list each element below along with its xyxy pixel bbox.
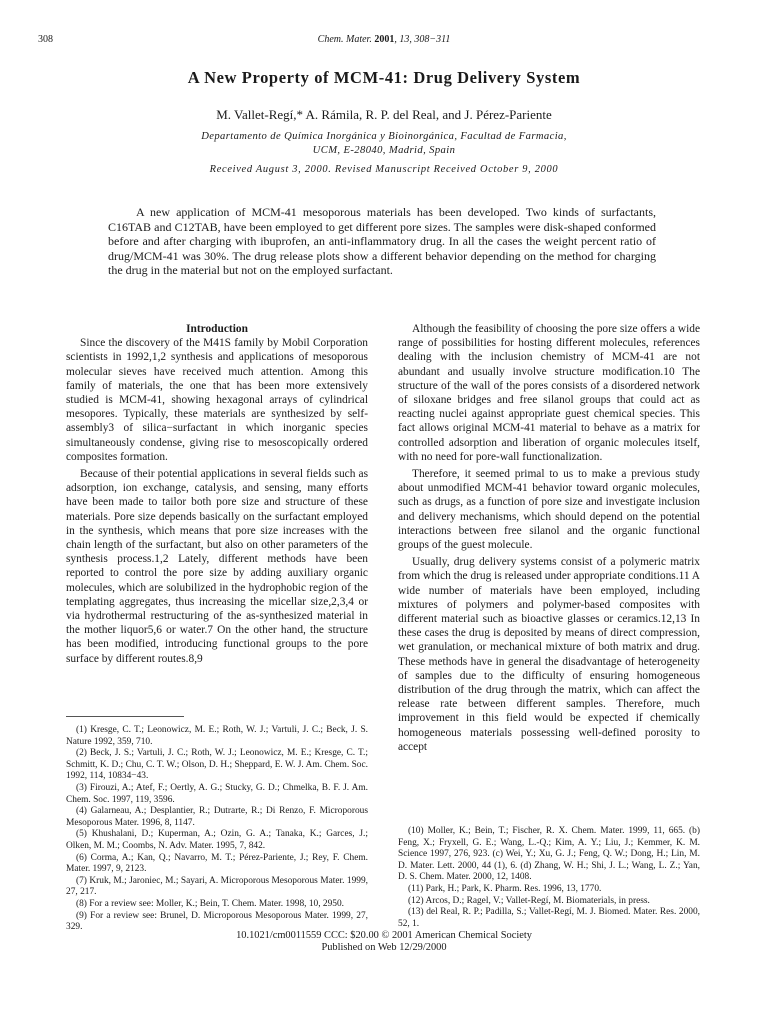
reference-item: (4) Galarneau, A.; Desplantier, R.; Dutrarte, R.; Di Renzo, F. Microporous Mesoporous Mater. 1996, 8, 1147.: [66, 806, 368, 828]
journal-year: 2001: [374, 34, 395, 45]
journal-name: Chem. Mater.: [317, 34, 375, 45]
received-dates: Received August 3, 2000. Revised Manuscript Received October 9, 2000: [209, 164, 559, 175]
reference-item: (3) Firouzi, A.; Atef, F.; Oertly, A. G.; Stucky, G. D.; Chmelka, B. F. J. Am. Chem. Soc. 1997, 119, 3596.: [66, 782, 368, 805]
reference-item: (8) For a review see: Moller, K.; Bein, T. Chem. Mater. 1998, 10, 2950.: [76, 898, 344, 909]
page-number: 308: [38, 34, 53, 45]
body-paragraph: Because of their potential applications in several fields such as adsorption, ion exchange, catalysis, and sensing, many efforts have been made to tailor both pore size and structure of these materials. Pore size depends basically on the surfactant employed in the synthesis, which means that pore size increases with the chain length of the surfactant, but also on other parameters of the synthesis process.1,2 Lately, different methods have been reported to control the pore size by adding auxiliary organic molecules, which are solubilized in the hydrophobic region of the templating aggregates, thus increasing the micellar size,2,3,4 or via hydrothermal restructuring of the as-synthesized material in the mother liquor5,6 or water.7 On the other hand, the structure has been modified, introducing functional groups to the pore surface by different routes.8,9: [66, 468, 368, 665]
introduction-heading: Introduction: [186, 323, 248, 335]
reference-item: (6) Corma, A.; Kan, Q.; Navarro, M. T.; Pérez-Pariente, J.; Rey, F. Chem. Mater. 1997, 9, 2123.: [66, 852, 368, 875]
body-column-left: [66, 322, 368, 666]
affiliation: [0, 130, 768, 158]
body-paragraph: Since the discovery of the M41S family by Mobil Corporation scientists in 1992,1,2 synthesis and applications of mesoporous molecular sieves have received much attention. Among this family of materials, the one that has been more extensively studied is MCM-41, showing hexagonal arrays of cylindrical mesopores. Typically, these materials are synthesized by self-assembly3 of silica−surfactant in which inorganic species simultaneously condense, giving rise to mesoscopically ordered composites formation.: [66, 337, 368, 463]
reference-list-left: [66, 725, 368, 934]
page-footer: [0, 930, 768, 954]
reference-item: (11) Park, H.; Park, K. Pharm. Res. 1996, 13, 1770.: [408, 883, 602, 894]
right-body-text: [398, 322, 700, 754]
references-left: [66, 716, 368, 934]
publication-date: Published on Web 12/29/2000: [321, 942, 447, 953]
reference-item: (12) Arcos, D.; Ragel, V.; Vallet-Regí, M. Biomaterials, in press.: [408, 895, 650, 906]
running-header: [38, 34, 730, 48]
body-paragraph: Although the feasibility of choosing the pore size offers a wide range of possibilities for hosting different molecules, references dealing with the inclusion chemistry of MCM-41 are not abundant and usually involve structure modification.10 The structure of the wall of the pores consists of a disordered network of siloxane bridges and free silanol groups that could act as reacting nuclei against appropriate guest chemical species. This fact allows original MCM-41 material to behave as a matrix for controlled adsorption and liberation of organic molecules itself, with no need for pore-wall functionalization.: [398, 323, 700, 463]
doi-copyright: 10.1021/cm0011559 CCC: $20.00 © 2001 American Chemical Society: [236, 930, 532, 941]
reference-item: (13) del Real, R. P.; Padilla, S.; Vallet-Regí, M. J. Biomed. Mater. Res. 2000, 52, 1.: [398, 907, 700, 929]
reference-item: (9) For a review see: Brunel, D. Microporous Mesoporous Mater. 1999, 27, 329.: [66, 910, 368, 933]
reference-item: (10) Moller, K.; Bein, T.; Fischer, R. X. Chem. Mater. 1999, 11, 665. (b) Feng, X.; Fryxell, G. E.; Wang, L.-Q.; Kim, A. Y.; Liu, J.; Kemmer, K. M. Science 1997, 276, 923. (c) Wei, Y.; Xu, G. J.; Feng, Q. W.; Dong, H.; Lin, M. D. Mater. Lett. 2000, 44 (1), 6. (d) Zhang, W. H.; Shi, J. L.; Wang, L. Z.; Yan, D. S. Chem. Mater. 2000, 12, 1408.: [398, 826, 700, 883]
reference-item: (2) Beck, J. S.; Vartuli, J. C.; Roth, W. J.; Leonowicz, M. E.; Kresge, C. T.; Schmitt, K. D.; Chu, C. T. W.; Olson, D. H.; Sheppard, E. W. J. Am. Chem. Soc. 1992, 114, 10834−43.: [66, 748, 368, 782]
journal-volume-pages: , 13, 308−311: [394, 34, 451, 45]
references-right: [398, 826, 700, 930]
paper-title: A New Property of MCM-41: Drug Delivery System: [187, 68, 581, 87]
left-body-text: [66, 336, 368, 666]
body-paragraph: Therefore, it seemed primal to us to make a previous study about unmodified MCM-41 behavior toward organic molecules, such as drugs, as a function of pore size and investigate inclusion and delivery mechanisms, which should depend on the potential interactions between free silanol and the organic functional groups of the guest molecule.: [398, 468, 700, 552]
affiliation-line-1: Departamento de Química Inorgánica y Bioinorgánica, Facultad de Farmacia,: [201, 131, 567, 142]
reference-list-right: [398, 826, 700, 930]
affiliation-line-2: UCM, E-28040, Madrid, Spain: [312, 145, 456, 156]
abstract: [108, 205, 656, 278]
journal-citation: [38, 34, 730, 45]
body-paragraph: Usually, drug delivery systems consist of a polymeric matrix from which the drug is released under appropriate conditions.11 A wide number of materials have been employed, including mixtures of polymers and polymer-based composites with different material such as bioactive glasses or ceramics.12,13 In these cases the drug is deposited by means of direct compression, wet granulation, or mechanical mixture of both matrix and drug. These methods have in general the disadvantage of heterogeneity of samples due to the difficulty of ensuring homogeneous distribution of the drug through the matrix, which can affect the release rate between different samples. Therefore, much improvement in this field would be expected if chemically homogeneous materials possessing well-defined porosity to accept: [398, 556, 700, 753]
reference-item: (7) Kruk, M.; Jaroniec, M.; Sayari, A. Microporous Mesoporous Mater. 1999, 27, 217.: [66, 875, 368, 898]
body-column-right: [398, 322, 700, 754]
abstract-text: A new application of MCM-41 mesoporous materials has been developed. Two kinds of surfactants, C16TAB and C12TAB, have been employed to get different pore sizes. The samples were disk-shaped conformed before and after charging with ibuprofen, an anti-inflammatory drug. In all the cases the weight percent ratio of drug/MCM-41 was 30%. The drug release plots show a different behavior depending on the method for charging the drug in the material but not on the employed surfactant.: [108, 205, 656, 278]
reference-item: (5) Khushalani, D.; Kuperman, A.; Ozin, G. A.; Tanaka, K.; Garces, J.; Olken, M. M.; Coombs, N. Adv. Mater. 1995, 7, 842.: [66, 829, 368, 851]
reference-item: (1) Kresge, C. T.; Leonowicz, M. E.; Roth, W. J.; Vartuli, J. C.; Beck, J. S. Nature 1992, 359, 710.: [66, 725, 368, 747]
author-list: M. Vallet-Regí,* A. Rámila, R. P. del Real, and J. Pérez-Pariente: [216, 107, 552, 122]
footnote-divider: [66, 716, 184, 717]
